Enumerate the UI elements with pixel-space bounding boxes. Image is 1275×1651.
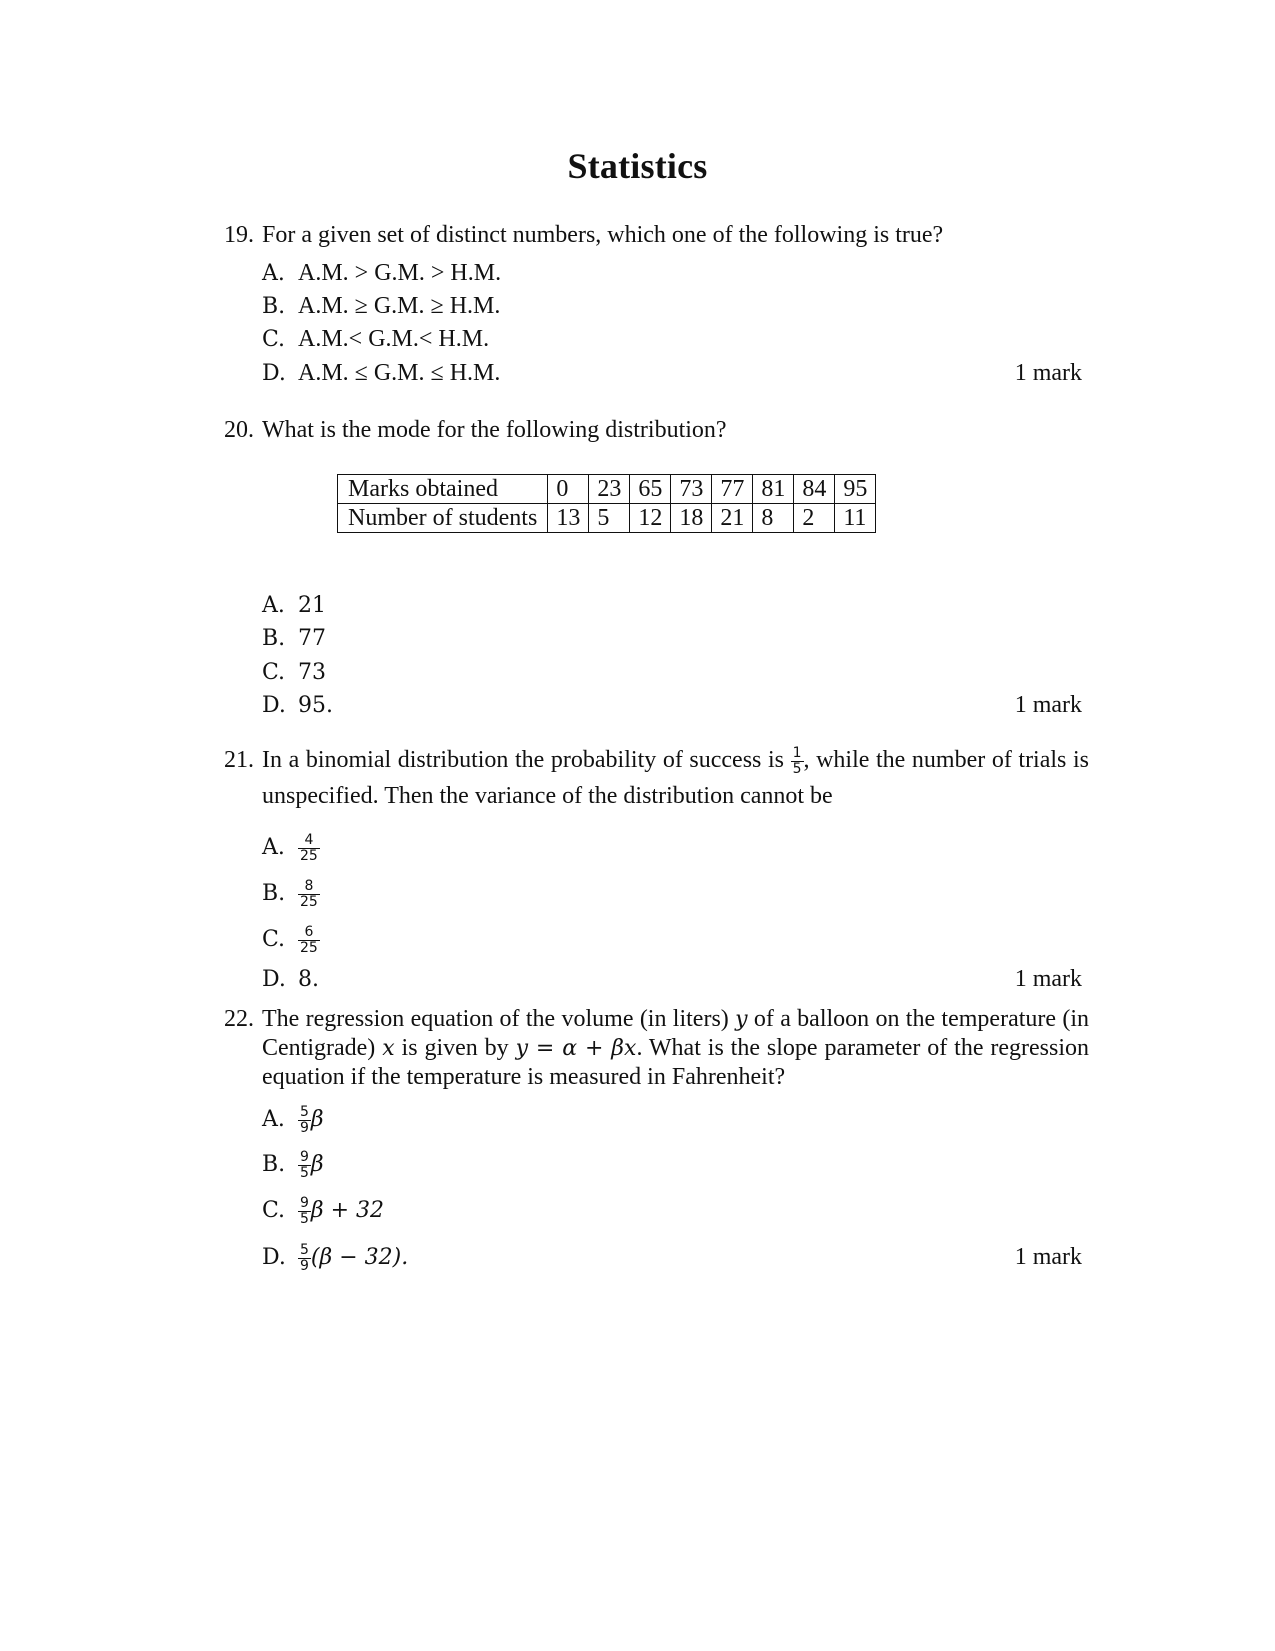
option-label: A. [262, 261, 285, 286]
option-a [262, 1099, 324, 1139]
mark-label: 1 mark [1014, 360, 1082, 386]
option-label: C. [262, 927, 286, 952]
fraction-numerator: 4 [298, 833, 320, 849]
fraction [298, 833, 320, 864]
option-label: B. [262, 881, 286, 906]
mark-label: 1 mark [1014, 966, 1082, 992]
table-cell: 18 [671, 504, 712, 533]
question-text: What is the mode for the following distribution? [262, 417, 727, 443]
row-header: Number of students [338, 504, 548, 533]
option-text: A.M.< G.M.< H.M. [298, 326, 490, 352]
table-cell: 13 [548, 504, 589, 533]
table-cell: 8 [753, 504, 794, 533]
distribution-table [337, 474, 876, 533]
fraction [298, 1105, 311, 1136]
math-variable: y [735, 1007, 748, 1032]
option-d [262, 1237, 408, 1277]
fraction [298, 1196, 311, 1227]
fraction [791, 746, 804, 777]
fraction-numerator: 8 [298, 879, 320, 895]
option-expression: β [310, 1152, 324, 1177]
option-d [262, 358, 500, 388]
option-a [262, 827, 320, 867]
table-cell: 0 [548, 475, 589, 504]
option-d [262, 690, 333, 720]
option-label: B. [262, 1152, 286, 1177]
option-d [262, 964, 319, 994]
question-number: 22. [224, 1006, 254, 1032]
option-label: A. [262, 835, 285, 860]
option-b [262, 873, 320, 913]
option-b [262, 623, 326, 653]
question-20 [224, 415, 1089, 445]
fraction-denominator: 25 [300, 847, 318, 864]
question-number: 20. [224, 417, 254, 443]
option-text: 21 [298, 593, 326, 618]
fraction-denominator: 25 [300, 893, 318, 910]
option-a [262, 590, 326, 620]
question-text-part: . What is the slope parameter of the regression equation if the temperature is measured in Fahrenheit? [262, 1035, 1090, 1090]
table-cell: 23 [589, 475, 630, 504]
question-text-part: The regression equation of the volume (in liters) [262, 1006, 729, 1032]
option-b [262, 1144, 324, 1184]
fraction-numerator: 5 [300, 1103, 309, 1120]
fraction-denominator: 25 [300, 939, 318, 956]
question-text: For a given set of distinct numbers, which one of the following is true? [262, 222, 944, 248]
table-cell: 5 [589, 504, 630, 533]
option-text: 8. [298, 967, 319, 992]
fraction-numerator: 1 [792, 744, 802, 761]
option-label: A. [262, 1107, 285, 1132]
option-text: A.M. ≥ G.M. ≥ H.M. [298, 293, 501, 319]
fraction-numerator: 9 [300, 1194, 309, 1211]
fraction-denominator: 9 [300, 1119, 309, 1136]
option-c [262, 1190, 384, 1230]
question-text-part: of a balloon on the temperature (in Centigrade) [262, 1006, 1090, 1061]
question-number: 19. [224, 222, 254, 248]
fraction-numerator: 9 [300, 1148, 309, 1165]
option-label: D. [262, 693, 286, 718]
table-cell: 65 [630, 475, 671, 504]
option-c [262, 324, 489, 354]
fraction-denominator: 9 [300, 1257, 309, 1274]
mark-label: 1 mark [1014, 692, 1082, 718]
question-22 [224, 1005, 1089, 1092]
option-label: B. [262, 626, 286, 651]
table-cell: 12 [630, 504, 671, 533]
fraction [298, 1150, 311, 1181]
option-label: C. [262, 1198, 286, 1223]
table-cell: 21 [712, 504, 753, 533]
option-b [262, 291, 500, 321]
question-number: 21. [224, 747, 254, 773]
option-label: C. [262, 660, 286, 685]
fraction-denominator: 5 [792, 760, 802, 777]
regression-equation: y = α + βx [515, 1036, 637, 1061]
table-row [338, 504, 876, 533]
table-cell: 11 [835, 504, 876, 533]
page-title: Statistics [567, 146, 708, 186]
table-cell: 73 [671, 475, 712, 504]
option-label: B. [262, 294, 286, 319]
table-row [338, 475, 876, 504]
fraction-numerator: 5 [300, 1241, 309, 1258]
option-text: A.M. > G.M. > H.M. [298, 260, 502, 286]
option-label: C. [262, 327, 286, 352]
option-expression: β + 32 [310, 1198, 385, 1223]
question-text [262, 742, 1089, 814]
question-21 [224, 742, 1089, 814]
row-header: Marks obtained [338, 475, 548, 504]
option-label: D. [262, 1245, 286, 1270]
table-cell: 84 [794, 475, 835, 504]
option-text: 95. [298, 693, 333, 718]
option-c [262, 657, 326, 687]
option-text: 77 [298, 626, 326, 651]
option-label: D. [262, 361, 286, 386]
math-variable: x [382, 1036, 395, 1061]
question-text [262, 1005, 1089, 1092]
option-c [262, 919, 320, 959]
fraction [298, 925, 320, 956]
table-cell: 81 [753, 475, 794, 504]
option-expression: β [310, 1107, 324, 1132]
fraction-denominator: 5 [300, 1210, 309, 1227]
option-text: A.M. ≤ G.M. ≤ H.M. [298, 360, 501, 386]
question-text-part: is given by [401, 1035, 509, 1061]
table-cell: 77 [712, 475, 753, 504]
option-expression: (β − 32). [310, 1245, 409, 1270]
question-text-part: , while the number of trials is unspecified. Then the variance of the distribution cannot be [262, 747, 1089, 809]
table-cell: 2 [794, 504, 835, 533]
fraction-denominator: 5 [300, 1164, 309, 1181]
option-label: D. [262, 967, 286, 992]
fraction-numerator: 6 [298, 925, 320, 941]
table-cell: 95 [835, 475, 876, 504]
option-text: 73 [298, 660, 326, 685]
fraction [298, 879, 320, 910]
question-text-part: In a binomial distribution the probability of success is [262, 747, 784, 773]
option-label: A. [262, 593, 285, 618]
question-19 [224, 220, 1089, 250]
fraction [298, 1243, 311, 1274]
option-a [262, 258, 501, 288]
mark-label: 1 mark [1014, 1244, 1082, 1270]
